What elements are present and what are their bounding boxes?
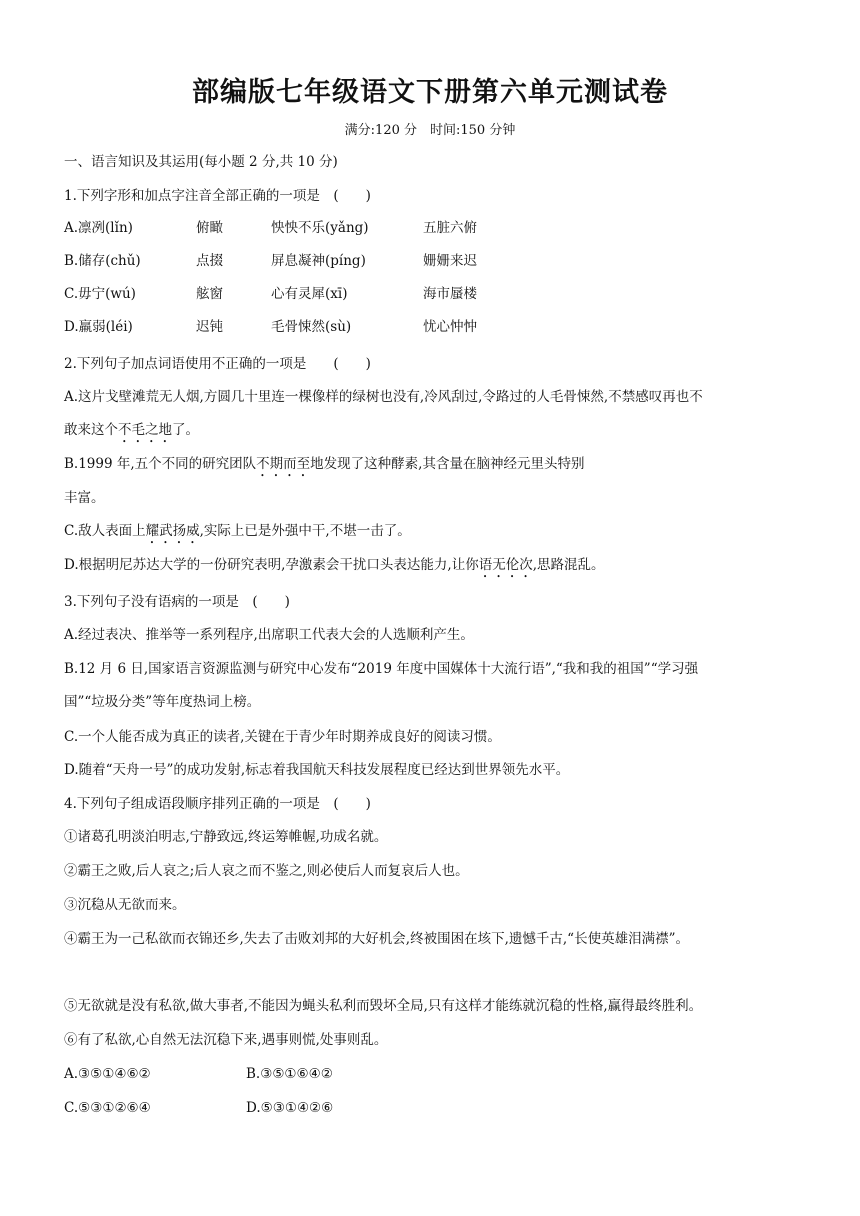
option-b-word-3: 屏息凝神(píng) xyxy=(271,253,366,269)
emphasized-term: 耀武扬威 xyxy=(145,523,200,539)
option-a-word: A.凛冽(lǐn) xyxy=(64,220,133,236)
text-segment: 敢来这个 xyxy=(64,422,118,438)
question-4-option-d: D.⑤③①④②⑥ xyxy=(246,1100,334,1116)
question-4-sentence-2: ②霸王之败,后人哀之;后人哀之而不鉴之,则必使后人而复哀后人也。 xyxy=(64,863,469,879)
emphasized-term: 不期而至 xyxy=(256,456,311,472)
question-2-stem: 2.下列句子加点词语使用不正确的一项是 ( ) xyxy=(64,356,371,372)
emphasized-term: 语无伦次 xyxy=(478,557,533,573)
emphasized-term: 不毛之地 xyxy=(118,422,172,438)
text-segment: C.敌人表面上 xyxy=(64,523,146,539)
option-c-word-3: 心有灵犀(xī) xyxy=(271,286,348,302)
option-a-word-2: 俯瞰 xyxy=(196,220,223,236)
text-segment: ,实际上已是外强中干,不堪一击了。 xyxy=(199,523,411,539)
score-time-info: 满分:120 分 时间:150 分钟 xyxy=(344,123,516,138)
question-3-option-b-line-2: 国”“垃圾分类”等年度热词上榜。 xyxy=(64,694,261,710)
question-4-sentence-3: ③沉稳从无欲而来。 xyxy=(64,897,186,913)
option-b-word-2: 点掇 xyxy=(196,253,223,269)
question-3-option-d: D.随着“天舟一号”的成功发射,标志着我国航天科技发展程度已经达到世界领先水平。 xyxy=(64,762,570,778)
question-4-sentence-5: ⑤无欲就是没有私欲,做大事者,不能因为蝇头私利而毁坏全局,只有这样才能练就沉稳的性格,赢得最终胜利。 xyxy=(64,998,703,1014)
question-4-sentence-1: ①诸葛孔明淡泊明志,宁静致远,终运筹帷幄,功成名就。 xyxy=(64,829,388,845)
option-a-word-3: 怏怏不乐(yǎng) xyxy=(271,220,369,236)
question-4-option-a: A.③⑤①④⑥② xyxy=(64,1066,151,1082)
text-segment: D.根据明尼苏达大学的一份研究表明,孕激素会干扰口头表达能力,让你 xyxy=(64,557,479,573)
section-heading: 一、语言知识及其运用(每小题 2 分,共 10 分) xyxy=(64,154,338,170)
question-3-option-c: C.一个人能否成为真正的读者,关键在于青少年时期养成良好的阅读习惯。 xyxy=(64,729,501,745)
text-segment: 地发现了这种酵素,其含量在脑神经元里头特别 xyxy=(310,456,585,472)
question-3-option-b-line-1: B.12 月 6 日,国家语言资源监测与研究中心发布“2019 年度中国媒体十大流行语”,“我和我的祖国”“学习强 xyxy=(64,661,699,677)
option-c-word-4: 海市蜃楼 xyxy=(423,286,477,302)
question-4-option-c: C.⑤③①②⑥④ xyxy=(64,1100,151,1116)
option-c-word: C.毋宁(wú) xyxy=(64,286,136,302)
text-segment: 了。 xyxy=(172,422,199,438)
option-d-word: D.羸弱(léi) xyxy=(64,319,133,335)
option-b-word-4: 姗姗来迟 xyxy=(423,253,477,269)
question-2-option-c xyxy=(64,521,411,547)
option-b-word: B.储存(chǔ) xyxy=(64,253,141,269)
option-d-word-2: 迟钝 xyxy=(196,319,223,335)
question-2-option-a-line-2 xyxy=(64,420,199,446)
text-segment: ,思路混乱。 xyxy=(532,557,605,573)
option-c-word-2: 舷窗 xyxy=(196,286,223,302)
question-4-sentence-4: ④霸王为一己私欲而衣锦还乡,失去了击败刘邦的大好机会,终被围困在垓下,遗憾千古,“长使英雄泪满襟”。 xyxy=(64,931,689,947)
question-3-stem: 3.下列句子没有语病的一项是 ( ) xyxy=(64,594,290,610)
question-2-option-a-line-1: A.这片戈壁滩荒无人烟,方圆几十里连一棵像样的绿树也没有,冷风刮过,令路过的人毛骨悚然,不禁感叹再也不 xyxy=(64,389,703,405)
question-4-stem: 4.下列句子组成语段顺序排列正确的一项是 ( ) xyxy=(64,796,371,812)
question-1-stem: 1.下列字形和加点字注音全部正确的一项是 ( ) xyxy=(64,188,371,204)
page-title: 部编版七年级语文下册第六单元测试卷 xyxy=(192,77,668,108)
option-d-word-3: 毛骨悚然(sù) xyxy=(271,319,352,335)
option-d-word-4: 忧心忡忡 xyxy=(423,319,477,335)
question-4-sentence-6: ⑥有了私欲,心自然无法沉稳下来,遇事则慌,处事则乱。 xyxy=(64,1032,388,1048)
question-2-option-b-line-2: 丰富。 xyxy=(64,490,105,506)
question-2-option-d xyxy=(64,555,605,581)
option-a-word-4: 五脏六俯 xyxy=(423,220,477,236)
question-4-option-b: B.③⑤①⑥④② xyxy=(246,1066,333,1082)
question-2-option-b-line-1 xyxy=(64,454,584,480)
question-3-option-a: A.经过表决、推举等一系列程序,出席职工代表大会的人选顺利产生。 xyxy=(64,627,474,643)
text-segment: B.1999 年,五个不同的研究团队 xyxy=(64,456,257,472)
